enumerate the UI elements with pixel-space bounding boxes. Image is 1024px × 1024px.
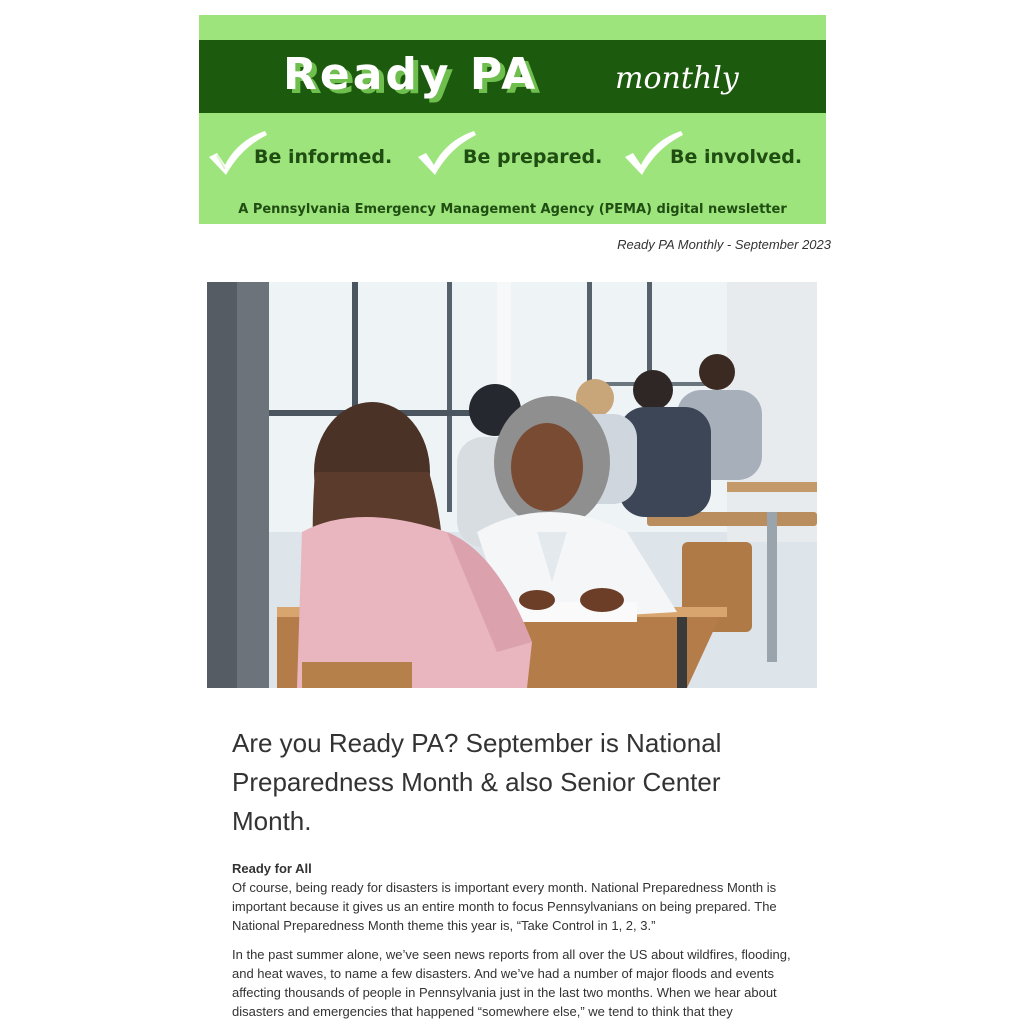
banner-title: Ready PA bbox=[283, 49, 539, 100]
senior-center-photo bbox=[207, 282, 817, 688]
article-headline: Are you Ready PA? September is National Preparedness Month & also Senior Center Month. bbox=[232, 728, 722, 836]
banner-subtitle: monthly bbox=[615, 61, 739, 96]
tagline-label: Be prepared. bbox=[463, 146, 603, 168]
issue-date: Ready PA Monthly - September 2023 bbox=[617, 237, 831, 252]
tagline-label: Be involved. bbox=[670, 146, 803, 168]
article-paragraph: In the past summer alone, we’ve seen news reports from all over the US about wildfires, flooding, and heat waves, to name a few disasters. And we’ve had a number of major floods and events affecting thousands of people in Pennsylvania just in the last two months. When we hear about disasters and emergencies that happened “somewhere else,” we tend to think that they bbox=[232, 947, 791, 1019]
hero-photo bbox=[207, 282, 817, 688]
newsletter-banner bbox=[199, 15, 826, 224]
tagline-label: Be informed. bbox=[254, 146, 393, 168]
banner-description: A Pennsylvania Emergency Management Agency (PEMA) digital newsletter bbox=[238, 202, 787, 217]
article-paragraph: Of course, being ready for disasters is important every month. National Preparedness Month is important because it gives us an entire month to focus Pennsylvanians on being prepared. The National Preparedness Month theme this year is, “Take Control in 1, 2, 3.” bbox=[232, 880, 777, 933]
section-label: Ready for All bbox=[232, 861, 312, 876]
